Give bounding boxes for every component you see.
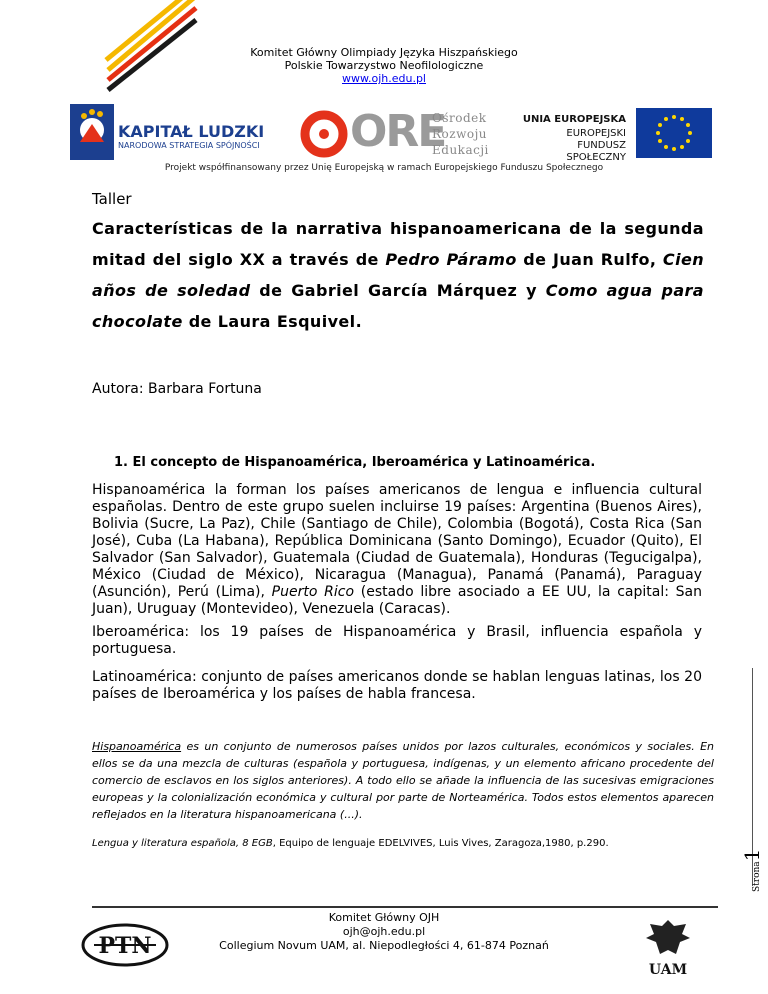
doc-author: Autora: Barbara Fortuna xyxy=(92,381,262,397)
page-number-block xyxy=(740,826,764,890)
footer-email[interactable]: ojh@ojh.edu.pl xyxy=(342,925,426,938)
cofinance-note: Projekt współfinansowany przez Unię Europejską w ramach Europejskiego Funduszu Społecznego xyxy=(164,163,604,173)
title-work3: Como agua para chocolate xyxy=(92,281,705,331)
eu-line2: EUROPEJSKI xyxy=(566,128,626,139)
kapital-ludzki-title: KAPITAŁ LUDZKI xyxy=(118,122,265,141)
page-number-rotated xyxy=(740,828,764,892)
paragraph-hispanoamerica xyxy=(92,482,702,618)
reference-line xyxy=(92,838,609,849)
footer-line1: Komitet Główny OJH xyxy=(328,911,440,924)
header-org-line1: Komitet Główny Olimpiady Języka Hiszpańskiego xyxy=(250,46,518,59)
uam-eagle-icon xyxy=(640,916,696,978)
uam-logo-text: UAM xyxy=(648,962,688,978)
para1-italic: Puerto Rico xyxy=(271,584,355,600)
header-org-line2: Polskie Towarzystwo Neofilologiczne xyxy=(284,59,484,72)
title-part1: Características de la narrativa hispanoamericana de la segunda mitad del siglo XX a través de xyxy=(92,219,704,269)
eu-line3: FUNDUSZ SPOŁECZNY xyxy=(566,140,626,163)
eu-line1: UNIA EUROPEJSKA xyxy=(522,114,626,125)
uam-logo xyxy=(640,916,696,978)
ore-line2: Rozwoju xyxy=(432,127,488,141)
page-number: 1 xyxy=(740,848,764,862)
paragraph-iberoamerica: Iberoamérica: los 19 países de Hispanoamérica y Brasil, influencia española y portuguesa. xyxy=(92,624,702,657)
website-link[interactable]: www.ojh.edu.pl xyxy=(342,72,426,85)
ore-circle-icon xyxy=(300,110,348,158)
footer-rule xyxy=(92,906,718,908)
title-part3: de Gabriel García Márquez y xyxy=(250,281,546,300)
quote-text: es un conjunto de numerosos países unidos por lazos culturales, económicos y sociales. En ellos se da una mezcla de culturas (española y portuguesa, indígenas, y un elemento africano procedente del comercio de esclavos en los siglos anteriores). A todo ello se añade la influencia de las sucesivas emigraciones europeas y la colonialización económica y cultural por parte de Norteamérica. Todos estos elementos aparecen reflejados en la literatura hispanoamericana (...). xyxy=(92,740,714,821)
kapital-ludzki-emblem-icon xyxy=(70,104,114,160)
para1-text-b: (estado libre asociado a EE UU, la capital: San Juan), Uruguay (Montevideo), Venezuela (Caracas). xyxy=(92,584,702,617)
title-work2: Cien años de soledad xyxy=(92,250,704,300)
page-label: Strona xyxy=(752,861,762,892)
logo-row xyxy=(0,104,768,164)
doc-title xyxy=(92,213,704,337)
ore-line3: Edukacji xyxy=(432,143,489,157)
quote-underlined-term: Hispanoamérica xyxy=(92,740,182,753)
footer-address: Collegium Novum UAM, al. Niepodległości 4, 61-874 Poznań xyxy=(219,939,549,952)
reference-rest: , Equipo de lenguaje EDELVIVES, Luis Vives, Zaragoza,1980, p.290. xyxy=(272,838,609,849)
para1-text-a: Hispanoamérica la forman los países americanos de lengua e influencia cultural españolas. Dentro de este grupo suelen incluirse 19 países: Argentina (Buenos Aires), Bolivia (Sucre, La Paz), Chile (Santiago de Chile), Colombia (Bogotá), Costa Rica (San José), Cuba (La Habana), República Dominicana (Santo Domingo), Ecuador (Quito), El Salvador (San Salvador), Guatemala (Ciudad de Guatemala), Honduras (Tegucigalpa), México (Ciudad de México), Nicaragua (Managua), Panamá (Panamá), Paraguay (Asunción), Perú (Lima), xyxy=(92,482,702,600)
ore-wordmark-text: ORE xyxy=(350,106,446,157)
title-work1: Pedro Páramo xyxy=(385,250,517,269)
title-part4: de Laura Esquivel. xyxy=(182,312,363,331)
ptn-logo-text: PTN xyxy=(98,933,152,959)
reference-title: Lengua y literatura española, 8 EGB xyxy=(92,838,273,849)
kapital-ludzki-subtitle: NARODOWA STRATEGIA SPÓJNOŚCI xyxy=(118,141,260,150)
eu-flag-icon xyxy=(636,108,712,158)
doc-kicker: Taller xyxy=(92,190,132,208)
paragraph-latinoamerica: Latinoamérica: conjunto de países americanos donde se hablan lenguas latinas, los 20 países de Iberoamérica y los países de habla francesa. xyxy=(92,669,702,702)
ore-line1: Ośrodek xyxy=(432,111,487,125)
quote-block xyxy=(92,738,714,823)
title-part2: de Juan Rulfo, xyxy=(516,250,663,269)
section-heading-1: 1. El concepto de Hispanoamérica, Iberoamérica y Latinoamérica. xyxy=(114,455,596,470)
header-website-wrap xyxy=(0,72,768,85)
